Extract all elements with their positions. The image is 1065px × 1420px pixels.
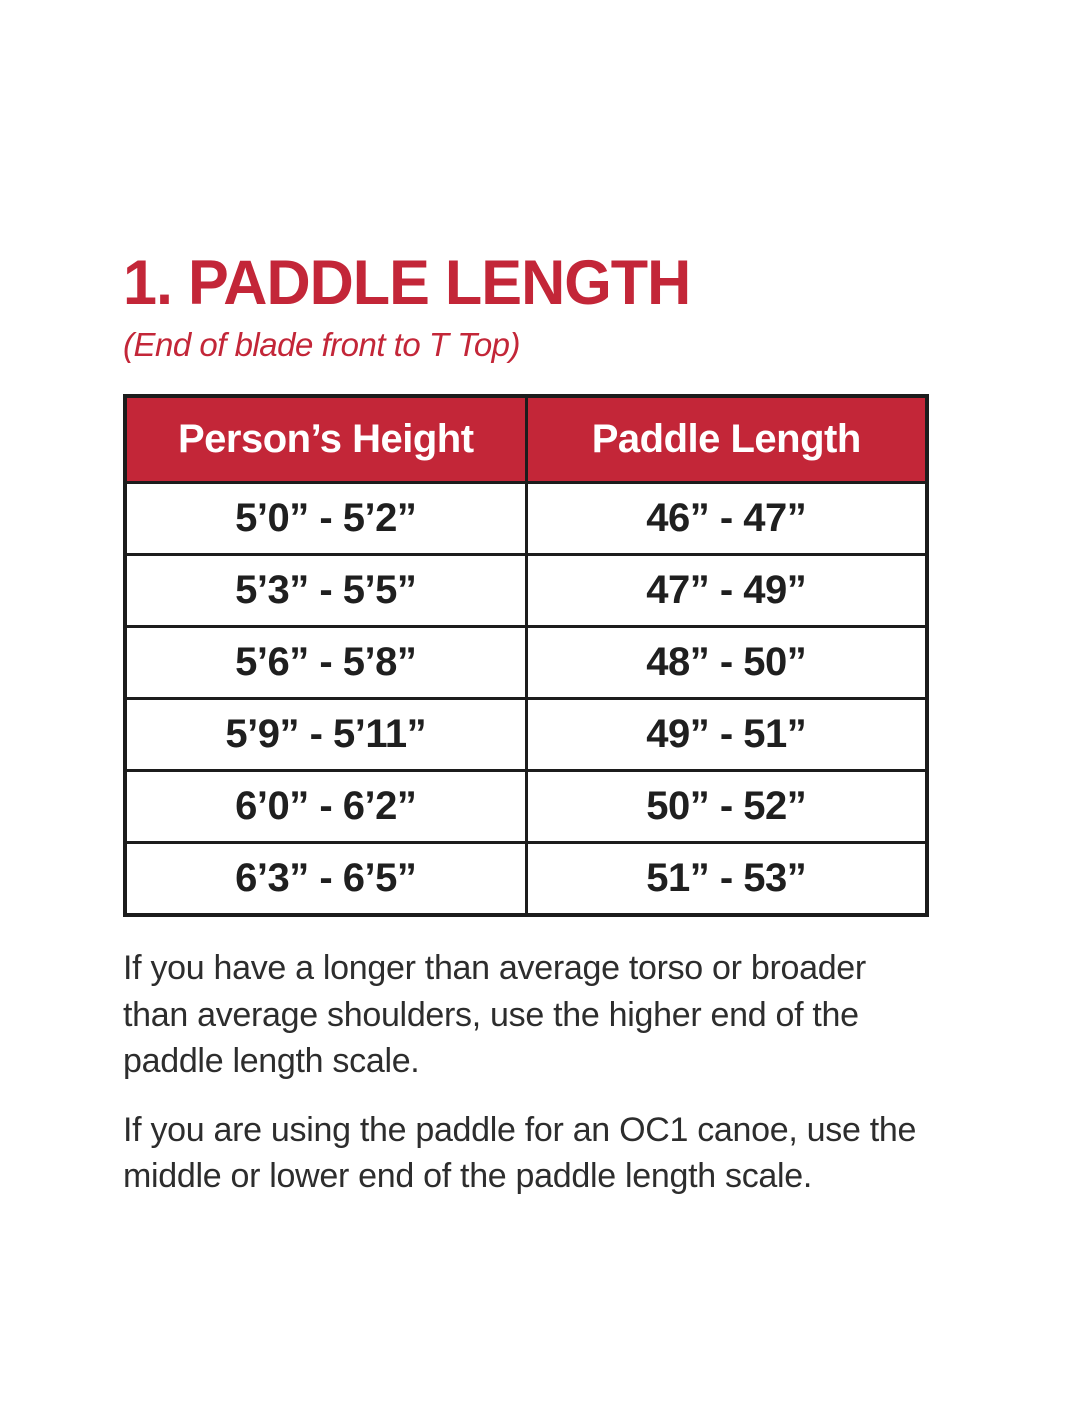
table-row [125,483,927,555]
header-row [125,396,927,483]
table-row [125,843,927,916]
table-row [125,771,927,843]
table-row [125,627,927,699]
paddle-length-cell: 47” - 49” [526,555,927,627]
content-area [123,250,935,1222]
paddle-length-cell: 48” - 50” [526,627,927,699]
paddle-length-cell: 46” - 47” [526,483,927,555]
height-range-cell: 5’6” - 5’8” [125,627,526,699]
paddle-length-cell: 50” - 52” [526,771,927,843]
notes-section [123,945,935,1200]
table-header [125,396,927,483]
note-torso-shoulders: If you have a longer than average torso or broader than average shoulders, use the higher end of the paddle length scale. [123,949,866,1081]
table-body [125,483,927,916]
height-range-cell: 6’3” - 6’5” [125,843,526,916]
paddle-length-cell: 51” - 53” [526,843,927,916]
paddle-length-cell: 49” - 51” [526,699,927,771]
table-row [125,555,927,627]
page-title: 1. PADDLE LENGTH [123,248,691,318]
height-range-cell: 5’9” - 5’11” [125,699,526,771]
page-subtitle: (End of blade front to T Top) [123,326,521,364]
col-header-persons-height: Person’s Height [125,396,526,483]
height-range-cell: 5’3” - 5’5” [125,555,526,627]
height-range-cell: 6’0” - 6’2” [125,771,526,843]
paddle-length-table [123,394,929,917]
height-range-cell: 5’0” - 5’2” [125,483,526,555]
table-row [125,699,927,771]
note-oc1-canoe: If you are using the paddle for an OC1 canoe, use the middle or lower end of the paddle length scale. [123,1110,917,1196]
col-header-paddle-length: Paddle Length [526,396,927,483]
